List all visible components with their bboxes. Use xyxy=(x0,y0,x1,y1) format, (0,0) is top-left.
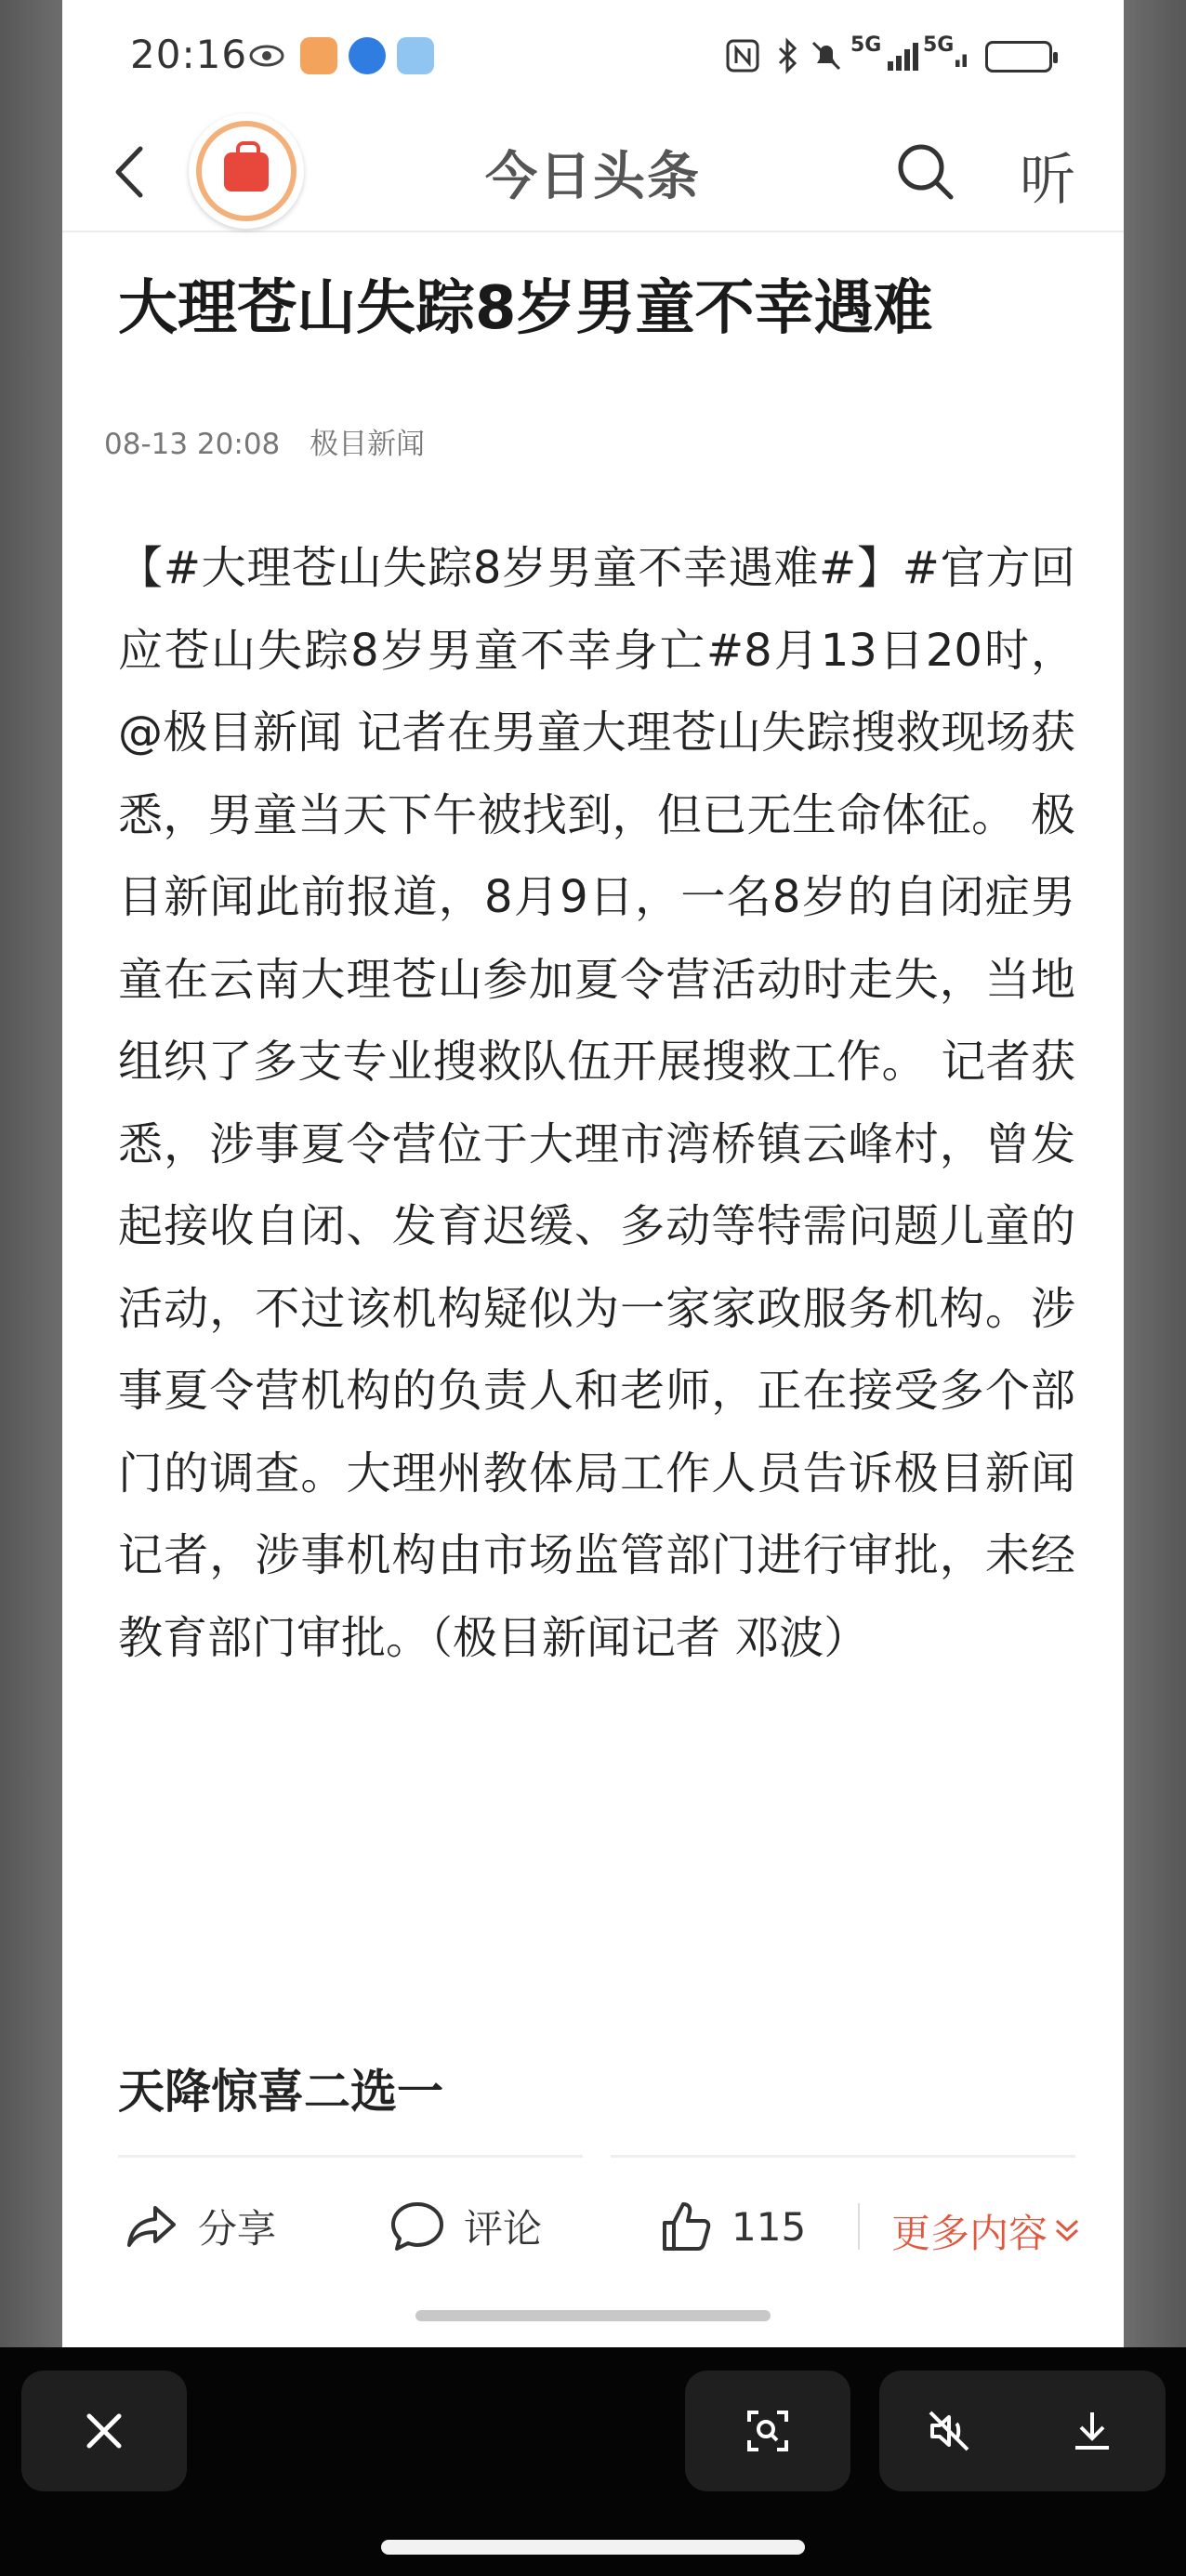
action-divider xyxy=(858,2203,860,2250)
mute-button[interactable] xyxy=(879,2371,1019,2491)
bottom-action-bar xyxy=(62,2175,1124,2278)
network-5g-label-1: 5G xyxy=(850,33,882,57)
browser-app-icon xyxy=(349,37,386,74)
close-icon xyxy=(80,2407,128,2455)
share-label: 分享 xyxy=(198,2206,277,2252)
comment-icon xyxy=(388,2197,447,2256)
publish-date: 08-13 20:08 xyxy=(104,428,281,461)
signal-icon-2 xyxy=(953,37,981,82)
scan-search-icon xyxy=(744,2407,792,2455)
heart-app-icon xyxy=(300,37,337,74)
bluetooth-icon xyxy=(769,37,806,82)
signal-icon-1 xyxy=(884,37,921,82)
app-title: 今日头条 xyxy=(485,147,701,207)
nfc-icon xyxy=(724,37,761,82)
weather-app-icon xyxy=(397,37,434,74)
search-icon[interactable] xyxy=(891,138,958,205)
article-title: 大理苍山失踪8岁男童不幸遇难 xyxy=(118,274,933,343)
double-chevron-down-icon xyxy=(1051,2215,1083,2247)
comment-button[interactable] xyxy=(388,2196,542,2257)
like-button[interactable] xyxy=(655,2196,806,2257)
app-header xyxy=(62,112,1124,232)
page-gesture-handle xyxy=(415,2310,771,2321)
article-body: 【#大理苍山失踪8岁男童不幸遇难#】#官方回应苍山失踪8岁男童不幸身亡#8月13日20时，@极目新闻 记者在男童大理苍山失踪搜救现场获悉，男童当天下午被找到，但已无生命体征。 极目新闻此前报道，8月9日，一名8岁的自闭症男童在云南大理苍山参加夏令营活动时走失，当地组织了多支专业搜救队伍开展搜救工作。 记者获悉，涉事夏令营位于大理市湾桥镇云峰村，曾发起接收自闭、发育迟缓、多动等特需问题儿童的活动，不过该机构疑似为一家家政服务机构。涉事夏令营机构的负责人和老师，正在接受多个部门的调查。大理州教体局工作人员告诉极目新闻记者，涉事机构由市场监管部门进行审批，未经教育部门审批。（极目新闻记者 邓波） xyxy=(118,542,1075,1664)
status-bar xyxy=(62,0,1124,112)
more-content-label: 更多内容 xyxy=(891,2211,1048,2256)
close-button[interactable] xyxy=(21,2371,187,2491)
battery-icon xyxy=(985,41,1052,73)
comment-label: 评论 xyxy=(464,2206,543,2252)
mute-bell-icon xyxy=(808,37,845,82)
download-button[interactable] xyxy=(1019,2371,1166,2491)
recommend-card-right[interactable] xyxy=(611,2155,1075,2163)
scan-button[interactable] xyxy=(685,2371,850,2491)
like-count: 115 xyxy=(731,2203,807,2250)
recommend-section-title: 天降惊喜二选一 xyxy=(118,2065,443,2119)
share-icon xyxy=(122,2197,181,2256)
eye-icon xyxy=(248,37,285,74)
article-source[interactable]: 极目新闻 xyxy=(310,428,426,461)
listen-button[interactable]: 听 xyxy=(1020,148,1075,213)
download-icon xyxy=(1068,2407,1116,2455)
article-meta xyxy=(104,420,445,462)
share-button[interactable] xyxy=(122,2196,276,2257)
muted-speaker-icon xyxy=(925,2407,973,2455)
right-backdrop xyxy=(1124,0,1186,2347)
left-backdrop xyxy=(0,0,62,2347)
recommend-card-left[interactable] xyxy=(118,2155,583,2163)
status-time: 20:16 xyxy=(130,32,248,77)
thumbs-up-icon xyxy=(655,2197,715,2256)
more-content-button[interactable] xyxy=(891,2203,1083,2259)
system-home-handle[interactable] xyxy=(381,2540,805,2555)
article-page xyxy=(62,0,1124,2347)
network-5g-label-2: 5G xyxy=(923,33,955,57)
